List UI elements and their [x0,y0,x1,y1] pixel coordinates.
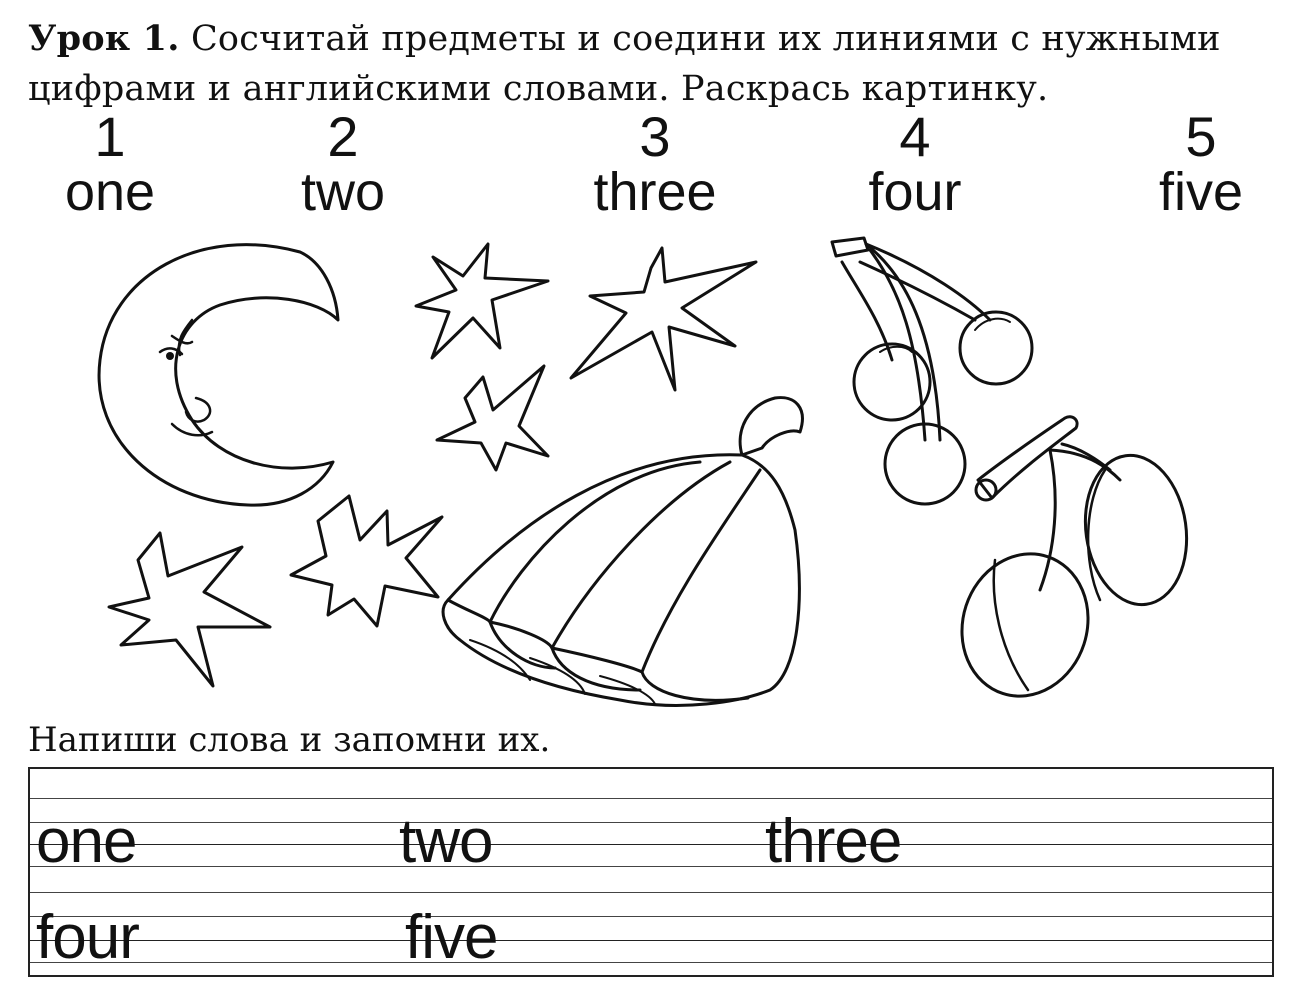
cherries-picture [832,238,1032,504]
bananas-picture [443,398,802,706]
practice-instruction: Напиши слова и запомни их. [28,720,551,760]
moon-picture [99,245,338,505]
star-3 [437,366,548,470]
ruled-line [30,866,1272,867]
cherry-1 [960,312,1032,384]
number-three [555,105,755,222]
handwriting-practice-box [28,767,1274,977]
number-four [815,105,1015,222]
word-two: two [300,162,386,222]
digit-five: 5 [1185,105,1217,168]
star-2 [571,248,756,390]
ruled-line [30,916,1272,917]
digit-one: 1 [94,105,126,168]
number-one [10,105,210,222]
word-one: one [64,162,156,222]
star-1 [416,244,548,358]
practice-word-one: one [36,807,137,876]
word-four: four [868,162,962,222]
lesson-task-text: Сосчитай предметы и соедини их линиями с нужными цифрами и английскими словами. Раскрась картинку. [28,19,1221,109]
ruled-line [30,962,1272,963]
word-five: five [1158,162,1244,222]
digit-three: 3 [639,105,671,168]
ruled-line [30,892,1272,893]
digit-two: 2 [327,105,359,168]
ruled-line [30,798,1272,799]
ruled-line [30,822,1272,823]
practice-word-two: two [399,807,493,876]
practice-word-five: five [405,903,498,972]
plums-picture [944,417,1196,713]
lesson-instruction [28,14,1278,114]
number-two [243,105,443,222]
word-three: three [593,162,717,222]
digit-four: 4 [899,105,931,168]
ruled-line [30,940,1272,941]
star-5 [291,496,442,626]
practice-word-three: three [765,807,902,876]
lesson-label: Урок 1. [28,18,180,59]
counting-illustration [0,225,1299,715]
ruled-line [30,844,1272,845]
star-4 [109,533,270,686]
number-five [1101,105,1299,222]
practice-word-four: four [36,903,139,972]
